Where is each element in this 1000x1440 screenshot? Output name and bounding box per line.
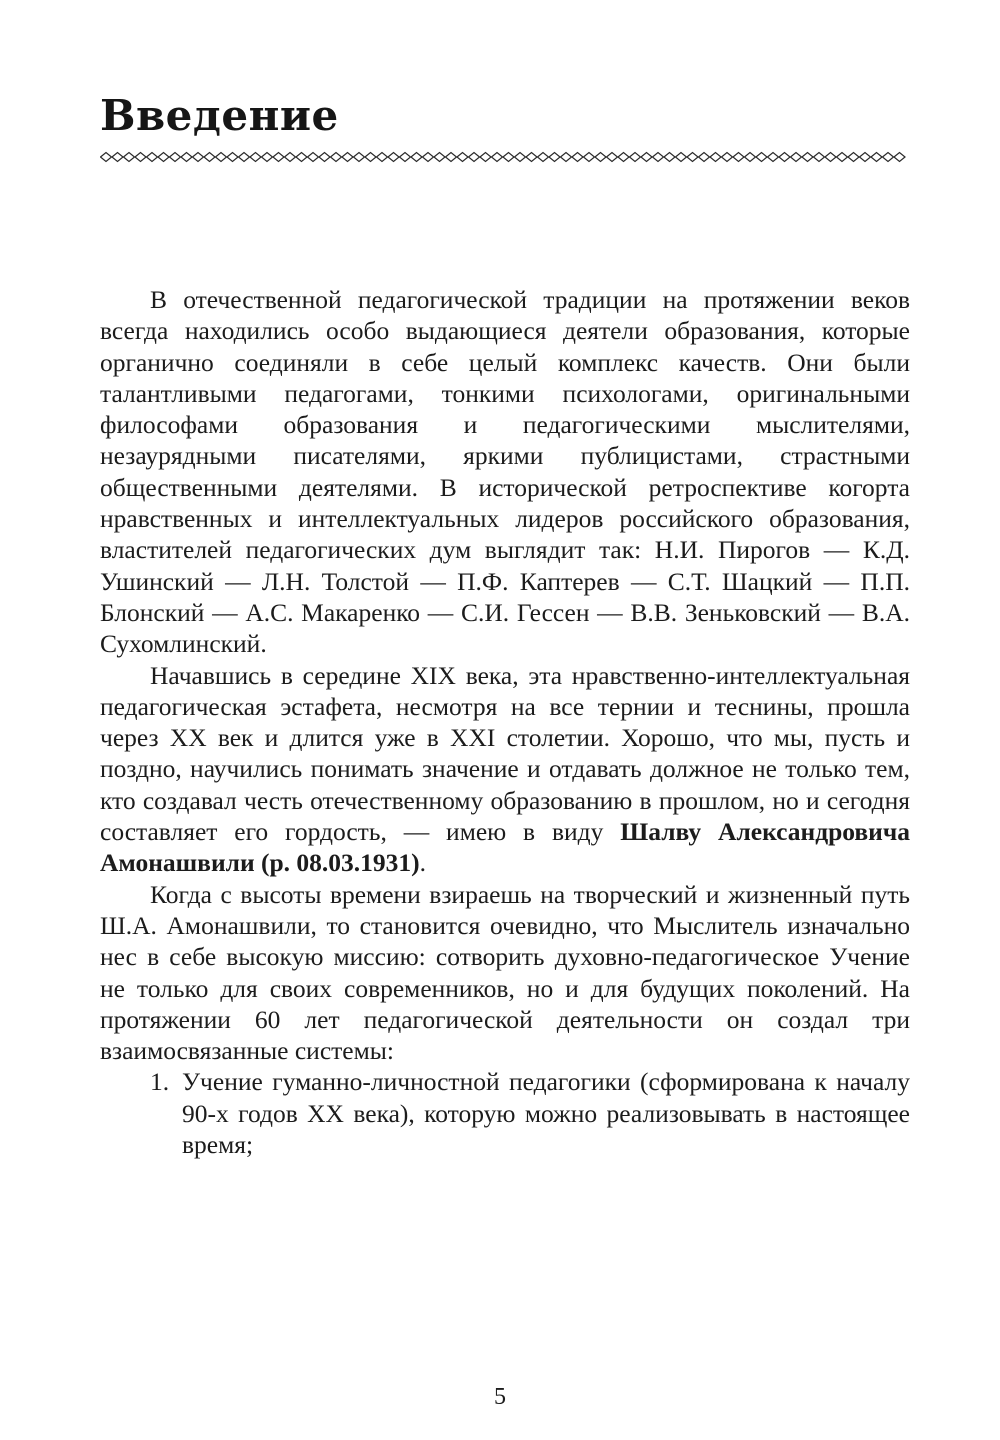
ornament-diamond [503, 153, 514, 162]
ornament-diamond [273, 153, 284, 162]
ornament-diamond [331, 153, 342, 162]
ornament-diamond [549, 153, 560, 162]
list-item [150, 1066, 910, 1160]
ornament-diamond [630, 153, 641, 162]
ornament-diamond [676, 153, 687, 162]
ornament-diamond [538, 153, 549, 162]
ornament-diamond [469, 153, 480, 162]
ornament-diamond [250, 153, 261, 162]
ornament-diamond [480, 153, 491, 162]
ornament-divider [100, 150, 910, 164]
main-text [100, 284, 910, 1160]
ornament-diamond [595, 153, 606, 162]
chapter-title: Введение [100, 91, 339, 140]
ornament-diamond [653, 153, 664, 162]
ornament-diamond [710, 153, 721, 162]
paragraph-2 [100, 660, 910, 879]
paragraph-2-text: Начавшись в середине XIX века, эта нравственно-интеллектуальная педагогическая эстафета, несмотря на все тернии и теснины, прошла через XX век и длится уже в XXI столетии. Хорошо, что мы, пусть и поздно, научились понимать значение и отдавать должное не только тем, кто создавал честь отечественному образованию в прошлом, но и сегодня составляет его гордость, — имею в виду [100, 660, 910, 847]
ornament-diamond [664, 153, 675, 162]
ornament-diamond [722, 153, 733, 162]
page-number: 5 [494, 1384, 506, 1410]
ornament-diamond [561, 153, 572, 162]
ornament-diamond [802, 153, 813, 162]
ornament-diamond [446, 153, 457, 162]
ornament-diamond [285, 153, 296, 162]
ornament-diamond [572, 153, 583, 162]
ornament-diamond [779, 153, 790, 162]
ornament-diamond [607, 153, 618, 162]
ornament-diamond [342, 153, 353, 162]
ornament-diamond [112, 153, 123, 162]
ornament-diamond [377, 153, 388, 162]
ornament-diamond [814, 153, 825, 162]
ornament-diamond [894, 153, 905, 162]
ornament-diamond [227, 153, 238, 162]
ornament-diamond [423, 153, 434, 162]
ornament-diamond [860, 153, 871, 162]
ornament-diamond [239, 153, 250, 162]
ornament-diamond [124, 153, 135, 162]
ornament-diamond [492, 153, 503, 162]
ornament-diamond [319, 153, 330, 162]
ornament-diamond [745, 153, 756, 162]
ornament-diamond [181, 153, 192, 162]
ornament-diamond [733, 153, 744, 162]
list-item-text: Учение гуманно-личностной педагогики (сформирована к началу 90-х годов XX века), которую можно реализовывать в настоящее время; [182, 1067, 910, 1160]
ornament-diamond [848, 153, 859, 162]
list-item-number: 1. [150, 1067, 170, 1097]
ornament-diamond [170, 153, 181, 162]
ornament-diamond [618, 153, 629, 162]
ornament-diamond [262, 153, 273, 162]
ornament-diamond [756, 153, 767, 162]
ornament-diamond [411, 153, 422, 162]
ornament-diamond [457, 153, 468, 162]
ornament-diamond [768, 153, 779, 162]
ornament-diamond [204, 153, 215, 162]
ornament-diamond [158, 153, 169, 162]
ornament-diamond [526, 153, 537, 162]
ornament-diamond [365, 153, 376, 162]
ornament-diamond [216, 153, 227, 162]
paragraph-3: Когда с высоты времени взираешь на творческий и жизненный путь Ш.А. Амонашвили, то становится очевидно, что Мыслитель изначально нес в себе высокую миссию: сотворить духовно-педагогическое Учение не только для своих современников, но и для будущих поколений. На протяжении 60 лет педагогической деятельности он создал три взаимосвязанные системы: [100, 879, 910, 1066]
numbered-list [100, 1066, 910, 1160]
ornament-diamond [135, 153, 146, 162]
ornament-diamond [791, 153, 802, 162]
ornament-diamond [837, 153, 848, 162]
ornament-diamond [434, 153, 445, 162]
ornament-diamond [354, 153, 365, 162]
ornament-diamond [400, 153, 411, 162]
ornament-diamond [193, 153, 204, 162]
ornament-diamond [825, 153, 836, 162]
ornament-diamond [883, 153, 894, 162]
paragraph-2-end: . [419, 848, 427, 878]
ornament-diamond [584, 153, 595, 162]
ornament-diamond [308, 153, 319, 162]
ornament-diamond [101, 153, 112, 162]
ornament-diamond [641, 153, 652, 162]
paragraph-2-bold-name: Шалву Александровича Амонашвили (р. 08.03.1931) [100, 817, 910, 878]
ornament-diamond [699, 153, 710, 162]
ornament-diamond [871, 153, 882, 162]
ornament-diamond [687, 153, 698, 162]
ornament-diamond [388, 153, 399, 162]
ornament-diamond [296, 153, 307, 162]
ornament-diamond [515, 153, 526, 162]
ornament-diamond [147, 153, 158, 162]
paragraph-1: В отечественной педагогической традиции на протяжении веков всегда находились особо выдающиеся деятели образования, которые органично соединяли в себе целый комплекс качеств. Они были талантливыми педагогами, тонкими психологами, оригинальными философами образования и педагогическими мыслителями, незаурядными писателями, яркими публицистами, страстными общественными деятелями. В исторической ретроспективе когорта нравственных и интеллектуальных лидеров российского образования, властителей педагогических дум выглядит так: Н.И. Пирогов — К.Д. Ушинский — Л.Н. Толстой — П.Ф. Каптерев — С.Т. Шацкий — П.П. Блонский — А.С. Макаренко — С.И. Гессен — В.В. Зеньковский — В.А. Сухомлинский. [100, 285, 910, 659]
